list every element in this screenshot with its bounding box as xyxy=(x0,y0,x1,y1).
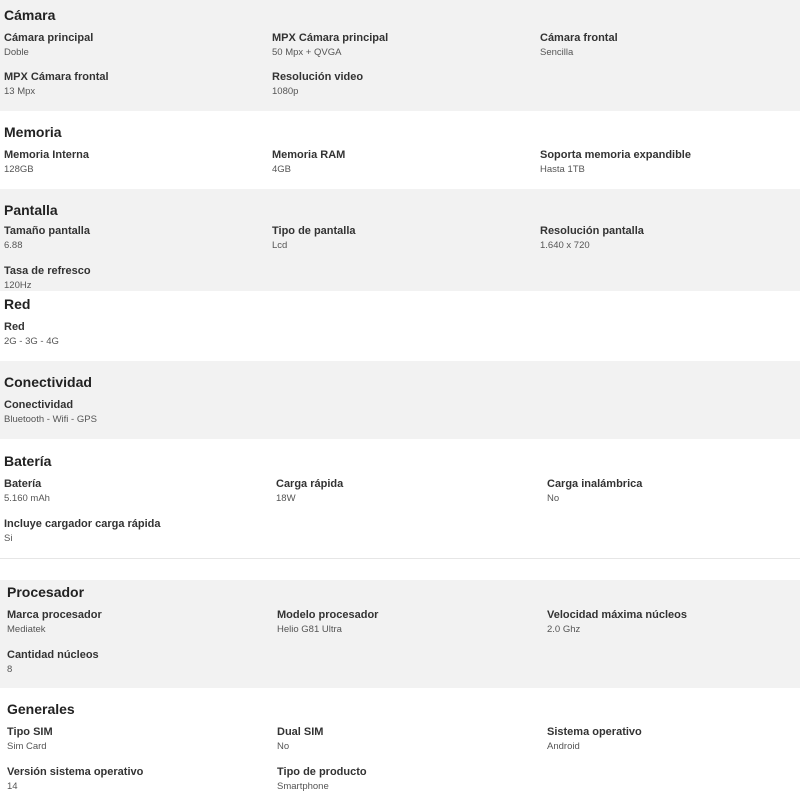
spec-resolucion-pantalla xyxy=(540,224,790,252)
spec-value: Bluetooth - Wifi - GPS xyxy=(4,414,97,425)
spec-label: Batería xyxy=(4,478,42,490)
section-title: Batería xyxy=(4,453,52,469)
spec-label: Incluye cargador carga rápida xyxy=(4,518,161,530)
spec-value: Hasta 1TB xyxy=(540,164,585,175)
spec-label: Cámara principal xyxy=(4,32,94,44)
spec-value: 1080p xyxy=(272,86,299,97)
spec-tipo-de-producto xyxy=(277,765,527,793)
spec-value: Smartphone xyxy=(277,781,329,792)
spec-value: Sim Card xyxy=(7,741,47,752)
spec-tipo-de-pantalla xyxy=(272,224,522,252)
spec-camara-principal xyxy=(4,31,254,59)
spec-value: Mediatek xyxy=(7,624,46,635)
spec-label: Conectividad xyxy=(4,399,74,411)
spec-value: Si xyxy=(4,533,13,544)
spec-label: MPX Cámara principal xyxy=(272,32,389,44)
spec-modelo-procesador xyxy=(277,608,527,636)
spec-label: Carga inalámbrica xyxy=(547,478,643,490)
spec-label: Tamaño pantalla xyxy=(4,225,90,237)
spec-value: Sencilla xyxy=(540,47,574,58)
section-generales xyxy=(0,688,800,800)
spec-label: Tipo de producto xyxy=(277,766,367,778)
spec-value: Doble xyxy=(4,47,29,58)
spec-label: Memoria Interna xyxy=(4,149,89,161)
spec-label: Velocidad máxima núcleos xyxy=(547,609,688,621)
spec-sistema-operativo xyxy=(547,725,797,753)
section-title: Pantalla xyxy=(4,202,58,218)
spec-version-sistema-operativo xyxy=(7,765,257,793)
spec-label: MPX Cámara frontal xyxy=(4,71,109,83)
spec-label: Tipo SIM xyxy=(7,726,53,738)
divider xyxy=(0,558,800,559)
spec-label: Tipo de pantalla xyxy=(272,225,356,237)
spec-value: 18W xyxy=(276,493,296,504)
spec-value: 2.0 Ghz xyxy=(547,624,581,635)
spec-mpx-camara-principal xyxy=(272,31,522,59)
spec-value: 4GB xyxy=(272,164,292,175)
spec-conectividad xyxy=(4,398,254,426)
spec-memoria-ram xyxy=(272,148,522,176)
spec-label: Dual SIM xyxy=(277,726,324,738)
section-bateria xyxy=(0,439,800,558)
spec-soporta-memoria-expandible xyxy=(540,148,790,176)
section-camara xyxy=(0,0,800,111)
spec-label: Tasa de refresco xyxy=(4,265,91,277)
spec-label: Carga rápida xyxy=(276,478,344,490)
section-conectividad xyxy=(0,361,800,439)
section-title: Conectividad xyxy=(4,374,92,390)
spec-label: Modelo procesador xyxy=(277,609,379,621)
section-title: Procesador xyxy=(7,584,85,600)
spec-carga-inalambrica xyxy=(547,477,797,505)
spec-value: 5.160 mAh xyxy=(4,493,50,504)
spec-value: No xyxy=(547,493,560,504)
spec-resolucion-video xyxy=(272,70,522,98)
spec-memoria-interna xyxy=(4,148,254,176)
spec-label: Resolución pantalla xyxy=(540,225,644,237)
spec-value: 128GB xyxy=(4,164,34,175)
section-title: Red xyxy=(4,296,31,312)
spec-value: 14 xyxy=(7,781,18,792)
spec-value: 1.640 x 720 xyxy=(540,240,590,251)
spec-label: Cantidad núcleos xyxy=(7,649,99,661)
spec-value: 2G - 3G - 4G xyxy=(4,336,59,347)
spec-value: Android xyxy=(547,741,580,752)
spec-red xyxy=(4,320,254,348)
spec-label: Cámara frontal xyxy=(540,32,618,44)
section-memoria xyxy=(0,111,800,189)
spec-velocidad-maxima xyxy=(547,608,797,636)
spec-value: Lcd xyxy=(272,240,288,251)
spec-camara-frontal xyxy=(540,31,790,59)
spec-incluye-cargador xyxy=(4,517,254,545)
section-procesador xyxy=(0,580,800,688)
spec-label: Soporta memoria expandible xyxy=(540,149,691,161)
spec-bateria xyxy=(4,477,254,505)
spec-label: Versión sistema operativo xyxy=(7,766,144,778)
section-pantalla xyxy=(0,189,800,291)
spec-cantidad-nucleos xyxy=(7,648,257,676)
spec-value: 120Hz xyxy=(4,280,32,291)
section-red xyxy=(0,291,800,361)
spec-value: 13 Mpx xyxy=(4,86,36,97)
spec-label: Resolución video xyxy=(272,71,364,83)
spec-tamano-pantalla xyxy=(4,224,254,252)
spec-label: Memoria RAM xyxy=(272,149,346,161)
section-title: Generales xyxy=(7,701,75,717)
spec-tipo-sim xyxy=(7,725,257,753)
spec-mpx-camara-frontal xyxy=(4,70,254,98)
spec-value: 50 Mpx + QVGA xyxy=(272,47,342,58)
spec-label: Sistema operativo xyxy=(547,726,642,738)
spec-tasa-de-refresco xyxy=(4,264,254,292)
spec-label: Marca procesador xyxy=(7,609,102,621)
spec-value: 8 xyxy=(7,664,13,675)
spec-marca-procesador xyxy=(7,608,257,636)
section-title: Cámara xyxy=(4,7,56,23)
section-title: Memoria xyxy=(4,124,62,140)
spec-value: No xyxy=(277,741,290,752)
spec-value: 6.88 xyxy=(4,240,23,251)
spec-value: Helio G81 Ultra xyxy=(277,624,342,635)
spec-label: Red xyxy=(4,321,25,333)
spec-carga-rapida xyxy=(276,477,526,505)
spec-dual-sim xyxy=(277,725,527,753)
